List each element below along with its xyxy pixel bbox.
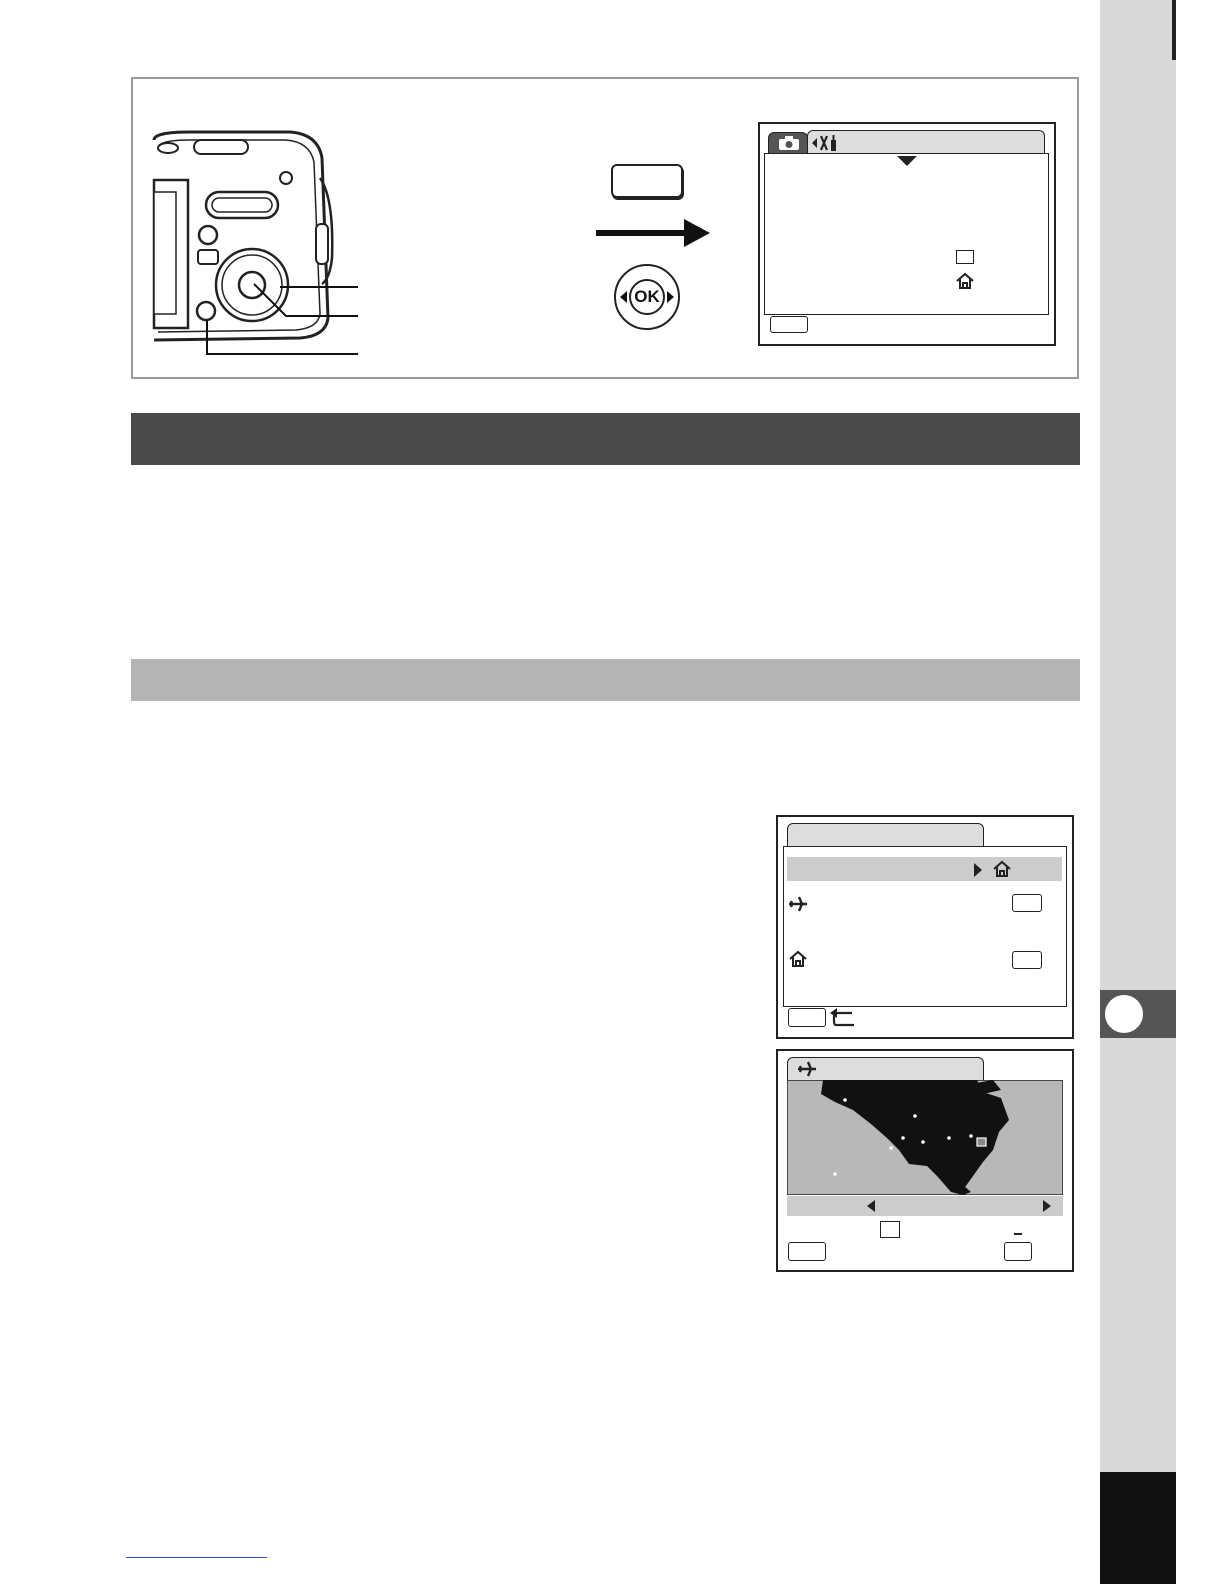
camera-icon	[778, 136, 800, 151]
airplane-icon	[797, 1059, 817, 1079]
right-arrow-icon	[1042, 1199, 1052, 1213]
left-arrow-icon	[866, 1199, 876, 1213]
selected-row-highlight	[787, 857, 1062, 881]
page-number-box	[1100, 1472, 1176, 1584]
scroll-down-indicator-icon	[896, 155, 918, 167]
city-selector-bar	[787, 1196, 1063, 1216]
dst-dash-icon	[1014, 1233, 1022, 1235]
world-map	[787, 1080, 1063, 1195]
side-tab-edge-line	[1172, 0, 1176, 60]
section-header-bar	[131, 413, 1080, 465]
setup-tab	[807, 130, 1045, 154]
chapter-marker-circle	[1102, 992, 1146, 1036]
world-time-tab	[787, 823, 984, 847]
chapter-side-tab	[1100, 0, 1176, 1584]
setup-wrench-icon	[810, 134, 838, 152]
right-arrow-icon	[972, 862, 984, 878]
menu-key-label	[770, 316, 808, 333]
leader-line-ok-key	[250, 280, 360, 322]
subsection-header-bar	[131, 659, 1080, 701]
ok-button-icon: OK	[629, 279, 665, 315]
home-city-box	[1012, 951, 1042, 969]
dst-checkbox-icon	[880, 1221, 900, 1238]
menu-key-label	[788, 1008, 826, 1027]
home-icon	[992, 860, 1012, 878]
selected-city-marker	[977, 1138, 986, 1146]
airplane-icon	[788, 894, 808, 914]
menu-key-label	[788, 1242, 826, 1261]
setup-menu-panel	[764, 153, 1049, 315]
flow-arrow-head	[684, 219, 710, 247]
home-icon	[955, 272, 975, 290]
option-box-icon	[956, 250, 974, 264]
flow-arrow-shaft	[596, 230, 686, 236]
leader-line-menu-key	[200, 318, 360, 358]
menu-button-graphic	[611, 164, 683, 198]
footer-underline	[126, 1557, 267, 1558]
ok-key-label	[1004, 1242, 1032, 1261]
return-arrow-icon	[828, 1007, 856, 1029]
home-icon	[788, 950, 808, 968]
destination-city-box	[1012, 894, 1042, 912]
